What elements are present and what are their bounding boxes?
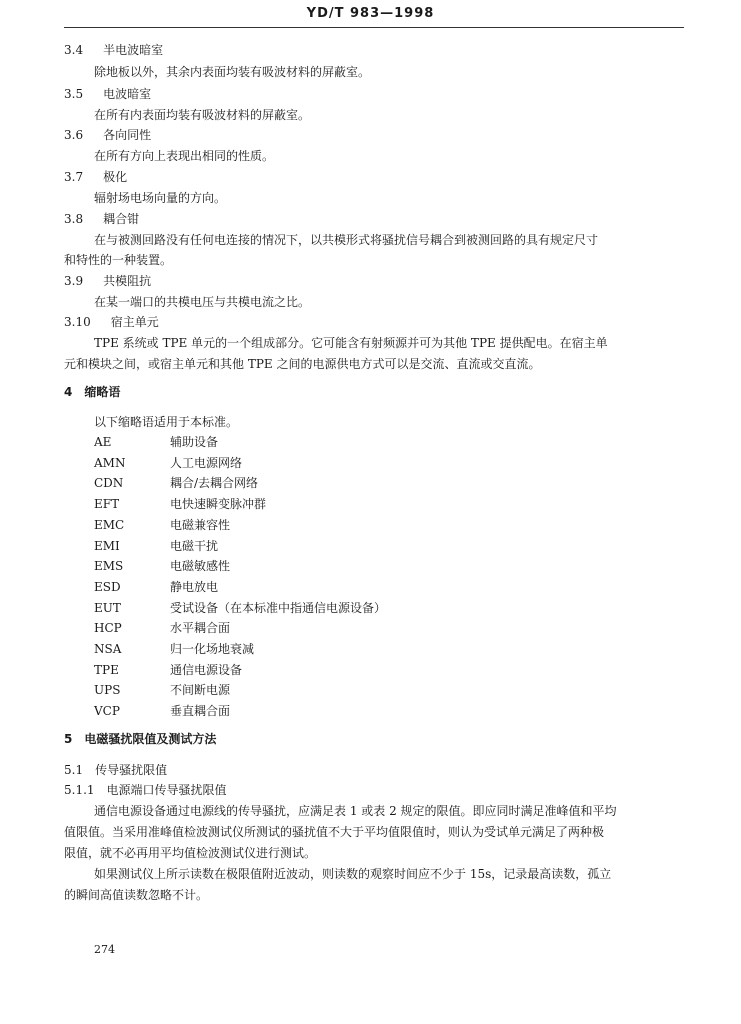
abbreviation-meaning: 辅助设备 bbox=[170, 435, 219, 449]
para-5-1-1-line3: 限值，就不必再用平均值检波测试仪进行测试。 bbox=[64, 846, 317, 860]
abbreviation-meaning: 耦合/去耦合网络 bbox=[170, 476, 259, 490]
section-4-intro: 以下缩略语适用于本标准。 bbox=[94, 415, 239, 429]
abbreviation-code: AMN bbox=[94, 456, 126, 470]
abbreviation-meaning: 电快速瞬变脉冲群 bbox=[170, 497, 267, 511]
section-5-heading: 5 电磁骚扰限值及测试方法 bbox=[64, 732, 217, 746]
abbreviation-code: AE bbox=[94, 435, 112, 449]
header-rule bbox=[64, 27, 684, 28]
abbreviation-code: HCP bbox=[94, 621, 122, 635]
abbreviation-code: EMS bbox=[94, 559, 124, 573]
abbreviation-code: EUT bbox=[94, 601, 121, 615]
abbreviation-meaning: 垂直耦合面 bbox=[170, 704, 231, 718]
def-body-3-10-line1: TPE 系统或 TPE 单元的一个组成部分。它可能含有射频源并可为其他 TPE 提供配电。在宿主单 bbox=[94, 336, 608, 350]
abbreviation-meaning: 受试设备（在本标准中指通信电源设备） bbox=[170, 601, 387, 615]
def-body-3-10-line2: 元和模块之间，或宿主单元和其他 TPE 之间的电源供电方式可以是交流、直流或交直流。 bbox=[64, 357, 541, 371]
subsection-5-1-heading: 5.1 传导骚扰限值 bbox=[64, 763, 168, 777]
def-body-3-8-line2: 和特性的一种装置。 bbox=[64, 253, 173, 267]
page-number: 274 bbox=[94, 943, 115, 956]
abbreviation-code: TPE bbox=[94, 663, 119, 677]
para-5-1-1-line1: 通信电源设备通过电源线的传导骚扰，应满足表 1 或表 2 规定的限值。即应同时满足准峰值和平均 bbox=[94, 804, 617, 818]
def-body-3-5: 在所有内表面均装有吸波材料的屏蔽室。 bbox=[94, 108, 311, 122]
def-heading-3-8: 3.8 耦合钳 bbox=[64, 212, 140, 226]
para-5-1-1b-line2: 的瞬间高值读数忽略不计。 bbox=[64, 888, 209, 902]
subsection-5-1-1-heading: 5.1.1 电源端口传导骚扰限值 bbox=[64, 783, 227, 797]
def-body-3-6: 在所有方向上表现出相同的性质。 bbox=[94, 149, 275, 163]
def-heading-3-6: 3.6 各向同性 bbox=[64, 128, 152, 142]
def-heading-3-5: 3.5 电波暗室 bbox=[64, 87, 152, 101]
para-5-1-1-line2: 值限值。当采用准峰值检波测试仪所测试的骚扰值不大于平均值限值时，则认为受试单元满足了两种极 bbox=[64, 825, 605, 839]
def-heading-3-9: 3.9 共模阻抗 bbox=[64, 274, 152, 288]
abbreviation-meaning: 静电放电 bbox=[170, 580, 219, 594]
def-body-3-9: 在某一端口的共模电压与共模电流之比。 bbox=[94, 295, 311, 309]
abbreviation-code: UPS bbox=[94, 683, 121, 697]
abbreviation-meaning: 水平耦合面 bbox=[170, 621, 231, 635]
abbreviation-meaning: 通信电源设备 bbox=[170, 663, 243, 677]
def-body-3-4: 除地板以外，其余内表面均装有吸波材料的屏蔽室。 bbox=[94, 65, 371, 79]
abbreviation-code: CDN bbox=[94, 476, 124, 490]
abbreviation-meaning: 电磁干扰 bbox=[170, 539, 219, 553]
para-5-1-1b-line1: 如果测试仪上所示读数在极限值附近波动，则读数的观察时间应不少于 15s，记录最高读数，孤立 bbox=[94, 867, 612, 881]
section-4-heading: 4 缩略语 bbox=[64, 385, 121, 399]
abbreviation-code: NSA bbox=[94, 642, 122, 656]
abbreviation-code: VCP bbox=[94, 704, 120, 718]
def-heading-3-4: 3.4 半电波暗室 bbox=[64, 43, 164, 57]
abbreviation-meaning: 电磁兼容性 bbox=[170, 518, 231, 532]
abbreviation-meaning: 人工电源网络 bbox=[170, 456, 243, 470]
def-body-3-8-line1: 在与被测回路没有任何电连接的情况下，以共模形式将骚扰信号耦合到被测回路的具有规定尺寸 bbox=[94, 233, 599, 247]
abbreviation-code: EMI bbox=[94, 539, 120, 553]
abbreviation-meaning: 归一化场地衰减 bbox=[170, 642, 255, 656]
abbreviation-code: EFT bbox=[94, 497, 120, 511]
abbreviation-code: EMC bbox=[94, 518, 125, 532]
abbreviation-meaning: 电磁敏感性 bbox=[170, 559, 231, 573]
def-body-3-7: 辐射场电场向量的方向。 bbox=[94, 191, 227, 205]
abbreviation-meaning: 不间断电源 bbox=[170, 683, 231, 697]
def-heading-3-7: 3.7 极化 bbox=[64, 170, 128, 184]
abbreviation-code: ESD bbox=[94, 580, 121, 594]
standard-header: YD/T 983—1998 bbox=[306, 6, 435, 21]
def-heading-3-10: 3.10 宿主单元 bbox=[64, 315, 159, 329]
